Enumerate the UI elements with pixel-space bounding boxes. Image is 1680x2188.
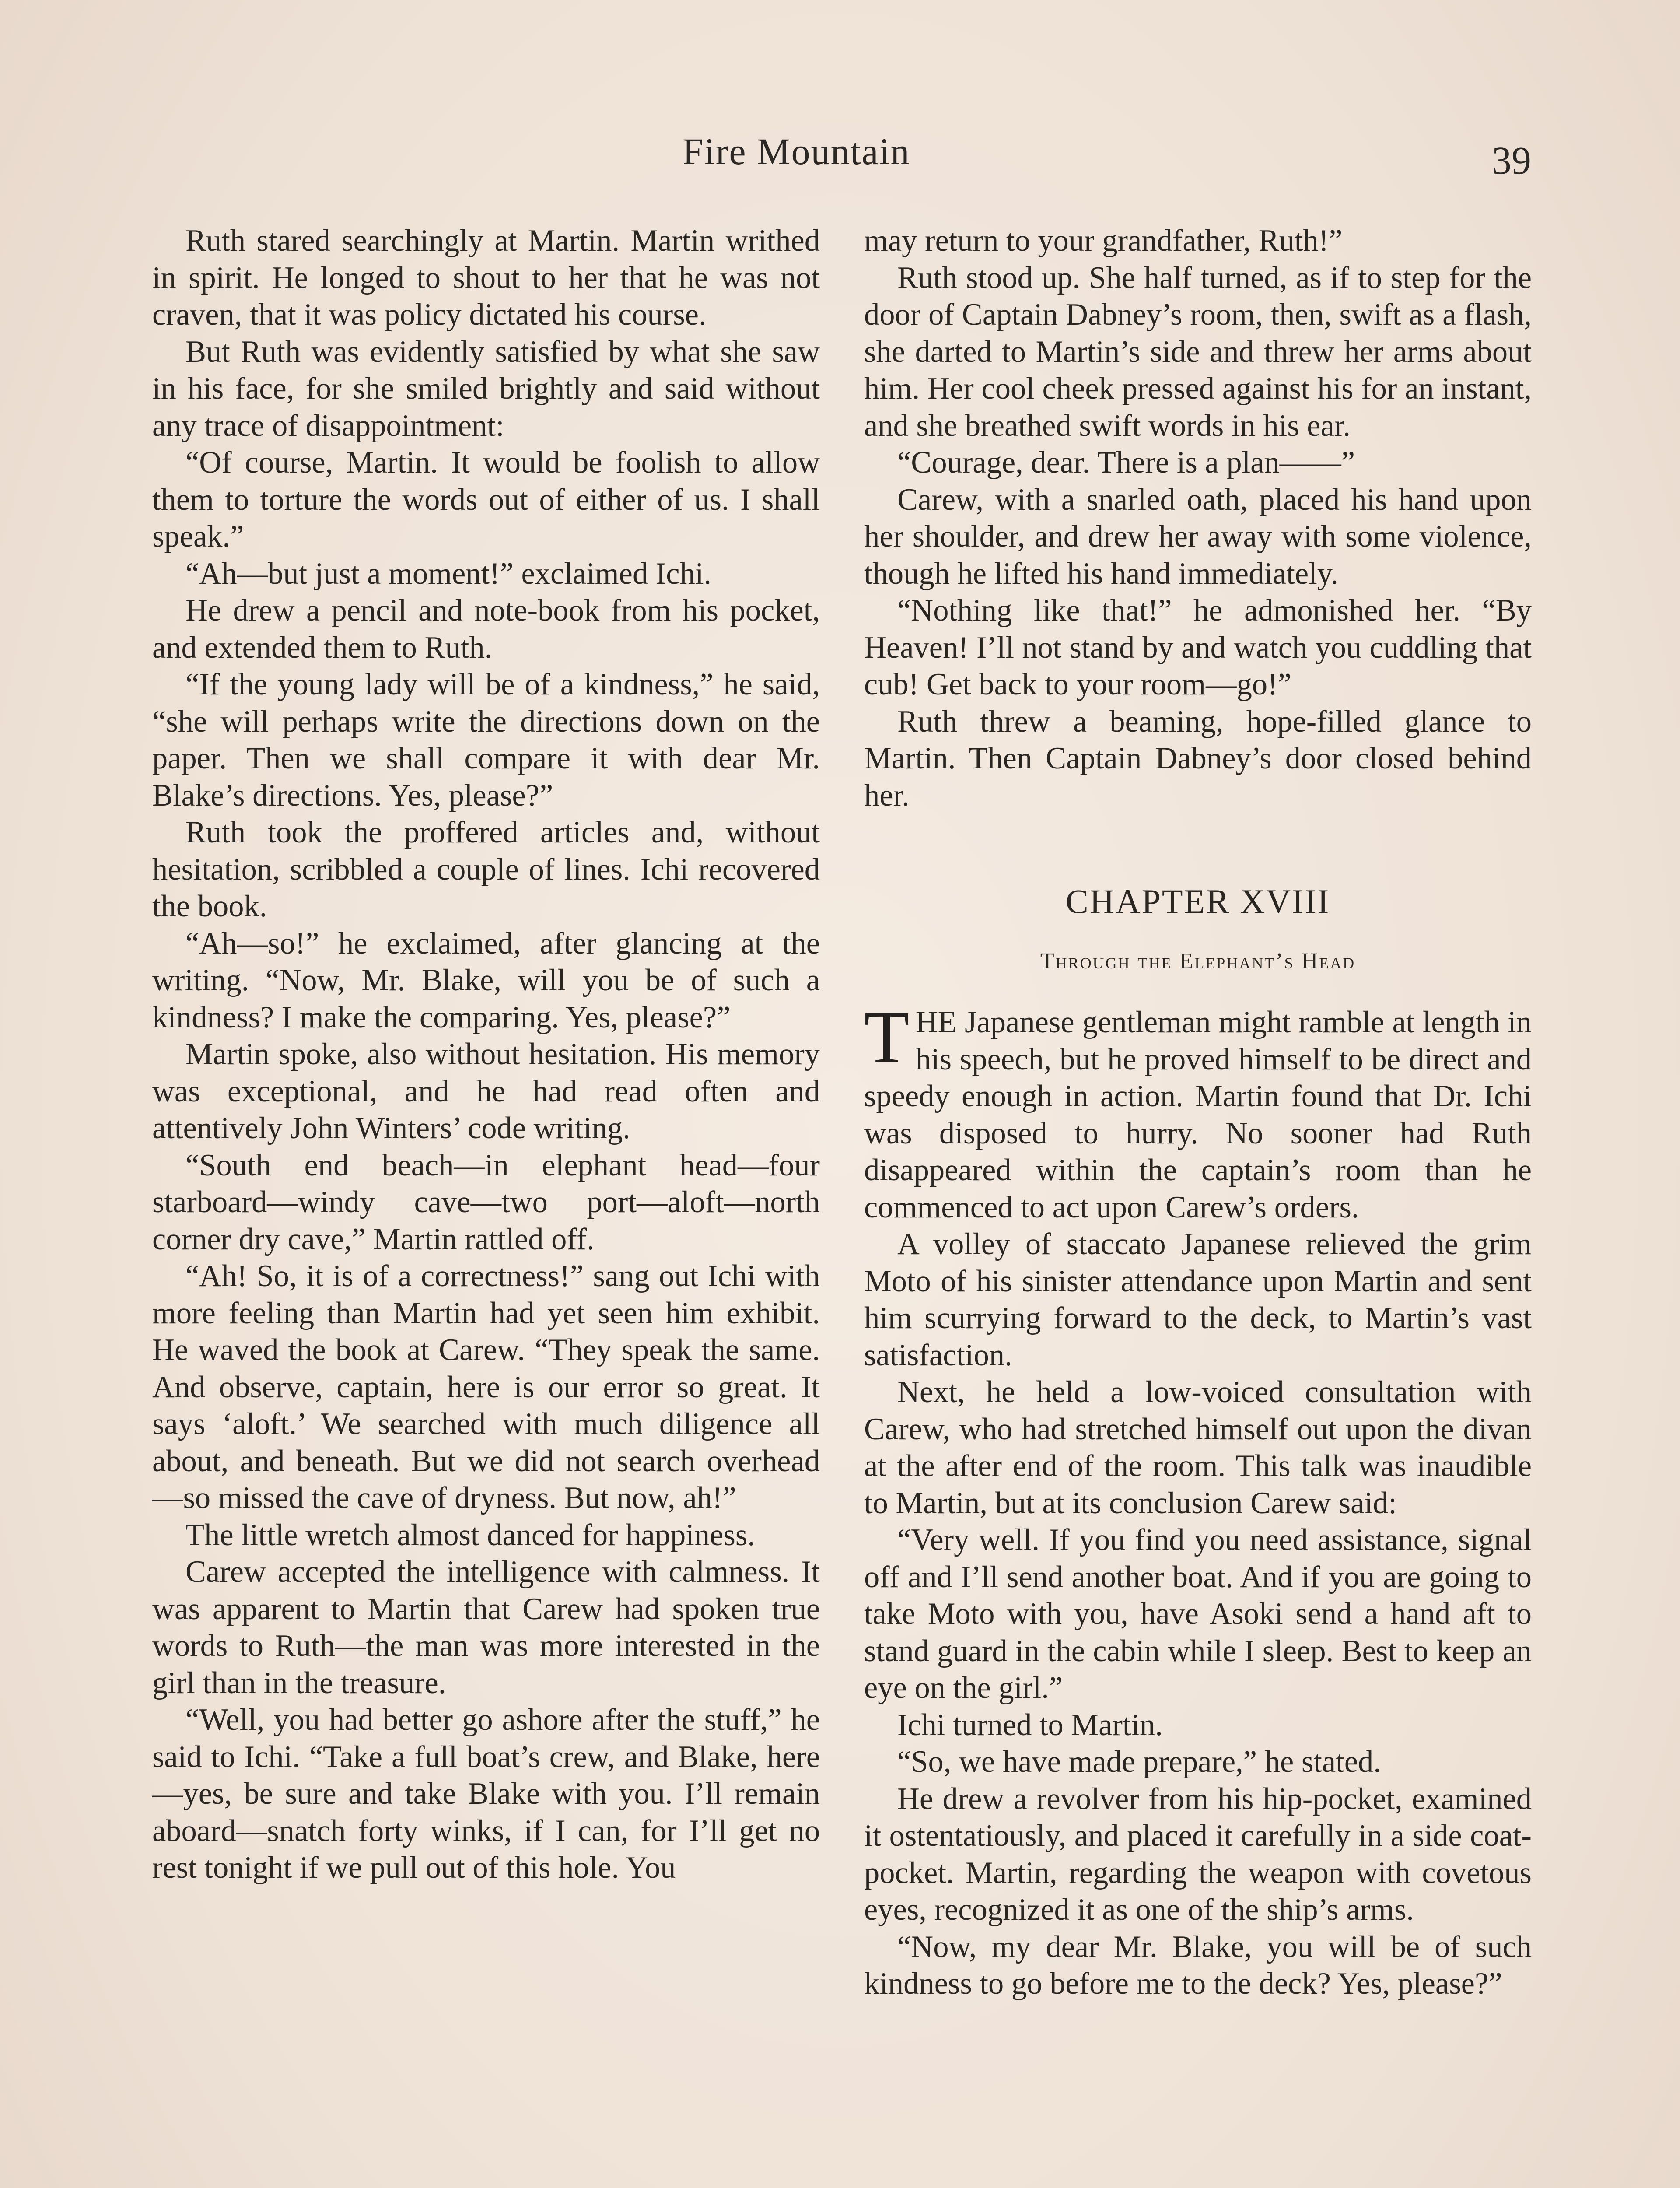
paragraph: “Ah—but just a moment!” exclaimed Ichi. — [186, 556, 712, 591]
chapter-body — [864, 996, 1532, 2002]
paragraph: Ruth stood up. She half turned, as if to step for the door of Captain Dabney’s room, then, swift as a flash, she darted to Martin’s side and threw her arms about him. Her cool cheek pressed against his for an instant, and she breathed swift words in his ear. — [864, 260, 1532, 443]
paragraph: Ruth stared searchingly at Martin. Martin writhed in spirit. He longed to shout to her that he was not craven, that it was policy dictated his course. — [152, 224, 820, 332]
paragraph: Carew accepted the intelligence with calmness. It was apparent to Martin that Carew had spoken true words to Ruth—the man was more interested in the girl than in the treasure. — [152, 1555, 820, 1700]
left-text-column — [152, 222, 820, 1886]
first-paragraph-text: HE Japanese gentleman might ramble at length in his speech, but he proved himself to be direct and speedy enough in action. Martin found that Dr. Ichi was disposed to hurry. No sooner had Ruth disappeared within the captain’s room than he commenced to act upon Carew’s orders. — [864, 1005, 1532, 1224]
paragraph: Ichi turned to Martin. — [897, 1708, 1163, 1742]
paragraph: Martin spoke, also without hesitation. His memory was exceptional, and he had read often and attentively John Winters’ code writing. — [152, 1037, 820, 1145]
paragraph: “Now, my dear Mr. Blake, you will be of such kindness to go before me to the deck? Yes, please?” — [864, 1929, 1532, 2001]
paragraph: “Ah—so!” he exclaimed, after glancing at the writing. “Now, Mr. Blake, will you be of such a kindness? I make the comparing. Yes, please?” — [152, 926, 820, 1034]
paragraph: “Well, you had better go ashore after the stuff,” he said to Ichi. “Take a full boat’s crew, and Blake, here—yes, be sure and take Blake with you. I’ll remain aboard—snatch forty winks, if I can, for I’ll get no rest tonight if we pull out of this hole. You — [152, 1703, 820, 1885]
right-text-column — [864, 222, 1532, 2002]
chapter-subtitle: Through the Elephant’s Head — [1040, 949, 1356, 974]
paragraph: Next, he held a low-voiced consultation with Carew, who had stretched himself out upon the divan at the after end of the room. This talk was inaudible to Martin, but at its conclusion Carew said: — [864, 1375, 1532, 1520]
paragraph: “If the young lady will be of a kindness,” he said, “she will perhaps write the directions down on the paper. Then we shall compare it with dear Mr. Blake’s directions. Yes, please?” — [152, 667, 820, 813]
chapter-heading: CHAPTER XVIII — [1065, 882, 1330, 920]
paragraph: “Nothing like that!” he admonished her. “By Heaven! I’ll not stand by and watch you cuddling that cub! Get back to your room—go!” — [864, 593, 1532, 701]
paragraph: Ruth took the proffered articles and, without hesitation, scribbled a couple of lines. Ichi recovered the book. — [152, 815, 820, 923]
continued-paragraph: may return to your grandfather, Ruth!” — [864, 224, 1343, 258]
paragraph: He drew a pencil and note-book from his pocket, and extended them to Ruth. — [152, 593, 820, 665]
paragraph: Ruth threw a beaming, hope-filled glance to Martin. Then Captain Dabney’s door closed behind her. — [864, 704, 1532, 813]
page-number: 39 — [1492, 139, 1531, 182]
paragraph: He drew a revolver from his hip-pocket, examined it ostentatiously, and placed it carefully in a side coat-pocket. Martin, regarding the weapon with covetous eyes, recognized it as one of the ship’s arms. — [864, 1781, 1532, 1927]
paragraph: “Very well. If you find you need assistance, signal off and I’ll send another boat. And if you are going to take Moto with you, have Asoki send a hand aft to stand guard in the cabin while I sleep. Best to keep an eye on the girl.” — [864, 1523, 1532, 1705]
paragraph: The little wretch almost danced for happiness. — [186, 1518, 755, 1552]
paragraph: “So, we have made prepare,” he stated. — [897, 1745, 1381, 1779]
paragraph: “Courage, dear. There is a plan——” — [897, 445, 1355, 480]
drop-cap: T — [864, 996, 910, 1078]
running-header-title: Fire Mountain — [682, 130, 910, 172]
paragraph: “Ah! So, it is of a correctness!” sang out Ichi with more feeling than Martin had yet seen him exhibit. He waved the book at Carew. “They speak the same. And observe, captain, here is our error so great. It says ‘aloft.’ We searched with much diligence all about, and beneath. But we did not search overhead—so missed the cave of dryness. But now, ah!” — [152, 1259, 820, 1515]
paragraph: Carew, with a snarled oath, placed his hand upon her shoulder, and drew her away with some violence, though he lifted his hand immediately. — [864, 482, 1532, 591]
paragraph: A volley of staccato Japanese relieved the grim Moto of his sinister attendance upon Martin and sent him scurrying forward to the deck, to Martin’s vast satisfaction. — [864, 1227, 1532, 1372]
paragraph: “South end beach—in elephant head—four starboard—windy cave—two port—aloft—north corner dry cave,” Martin rattled off. — [152, 1148, 820, 1256]
paragraph: “Of course, Martin. It would be foolish to allow them to torture the words out of either of us. I shall speak.” — [152, 445, 820, 554]
chapter-first-paragraph — [864, 996, 1532, 1226]
paragraph: But Ruth was evidently satisfied by what she saw in his face, for she smiled brightly and said without any trace of disappointment: — [152, 334, 820, 443]
